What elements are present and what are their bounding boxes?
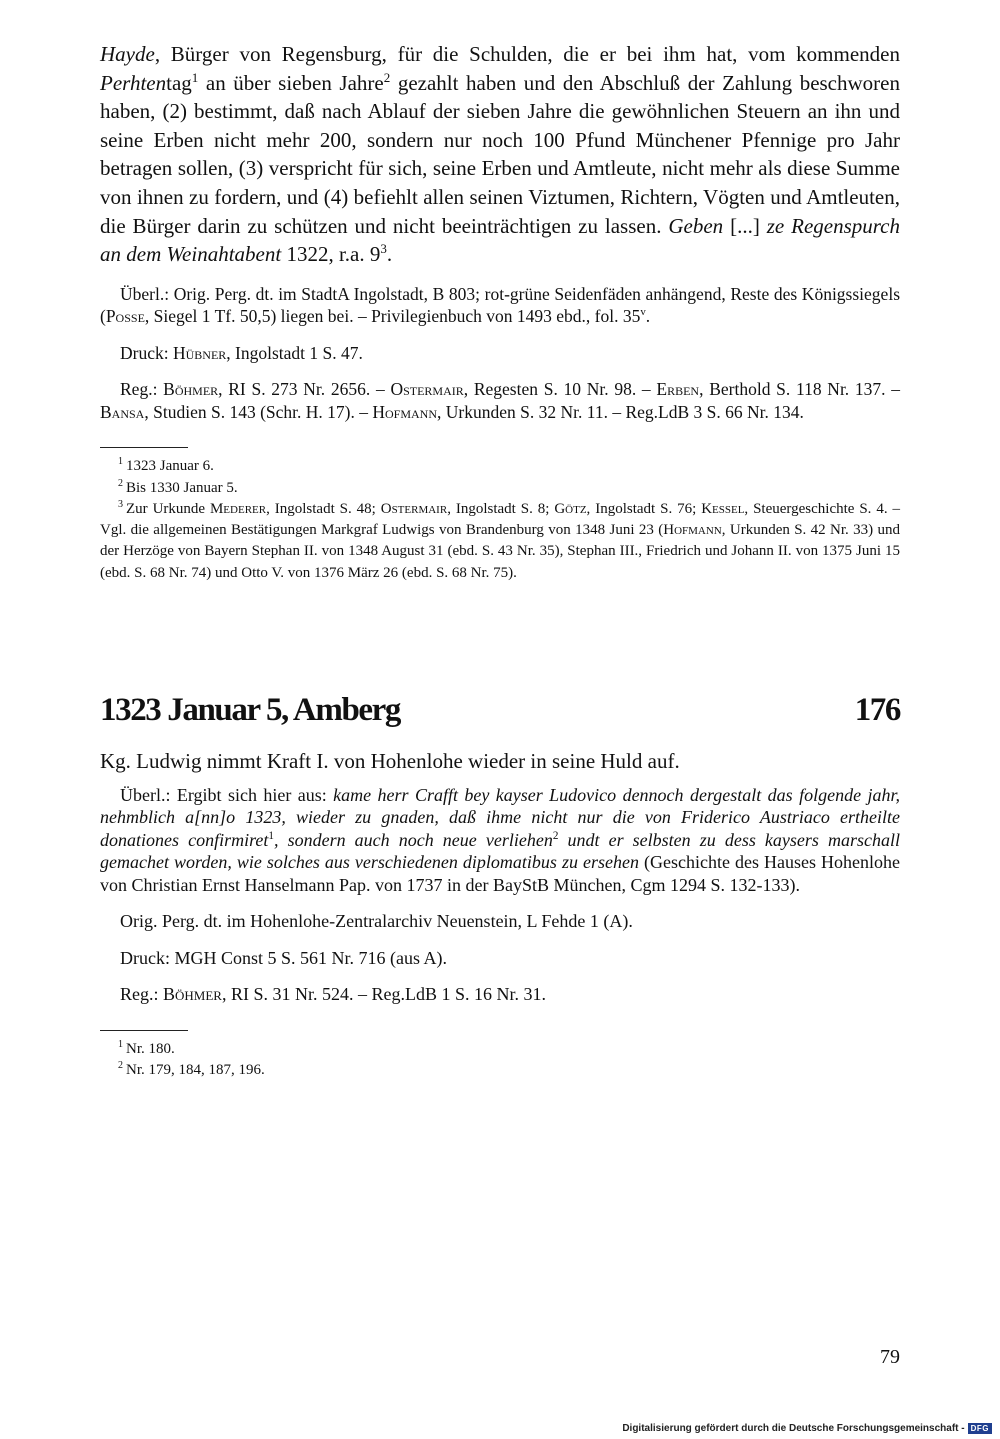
ueberlieferung-note xyxy=(100,283,900,328)
regesten-note xyxy=(100,378,900,423)
footnote-ref[interactable]: 3 xyxy=(380,241,387,257)
note-text: , Berthold S. 118 Nr. 137. – xyxy=(699,379,900,400)
entry-heading xyxy=(100,692,900,729)
footnote-text: Nr. 179, 184, 187, 196. xyxy=(126,1061,265,1078)
note-text: , RI S. 273 Nr. 2656. – xyxy=(218,379,391,400)
regesten-note-2 xyxy=(100,983,900,1006)
note-text: Reg.: xyxy=(120,379,164,400)
author-name: Götz xyxy=(554,500,587,517)
druck-note xyxy=(100,342,900,365)
continuation-text: an über sieben Jahre xyxy=(198,70,384,95)
note-text: . xyxy=(645,306,651,327)
note-text: Überl.: Orig. Perg. dt. im StadtA Ingolstadt, B 803; rot-grüne Seidenfäden anhängend, Reste des Königssiegels ( xyxy=(100,283,900,327)
footnote-item xyxy=(100,478,900,499)
author-name: Hübner xyxy=(172,342,227,363)
author-name: Mederer xyxy=(209,500,267,517)
footnote-number: 2 xyxy=(118,477,123,489)
continuation-text: gezahlt haben und den Abschluß der Zahlung beschworen haben, (2) bestimmt, daß nach Ablauf der sieben Jahre die gewöhnlichen Steuern an ihn und seine Erben nicht mehr 200, sondern nur noch 100 Pfund Münchener Pfennige pro Jahr betragen sollen, (3) verspricht für sich, seine Erben und Amtleute, nicht mehr als diese Summe von ihnen zu fordern, und (4) befiehlt allen seinen Viztumen, Richtern, Vögten und Amtleuten, die Bürger darin zu schützen und nicht beeinträchtigen zu lassen. xyxy=(100,70,900,238)
footnote-number: 1 xyxy=(118,456,123,468)
dfg-credit xyxy=(622,1423,992,1434)
continuation-paragraph xyxy=(100,40,900,269)
document-page xyxy=(100,40,900,1081)
footnote-number: 3 xyxy=(118,498,123,510)
entry-number: 176 xyxy=(854,692,900,729)
footnote-item xyxy=(100,456,900,477)
note-text: Überl.: Ergibt sich hier aus: xyxy=(120,784,334,805)
continuation-text: 1322, r.a. 9 xyxy=(281,242,381,267)
orig-note: Orig. Perg. dt. im Hohenlohe-Zentralarchiv Neuenstein, L Fehde 1 (A). xyxy=(120,911,633,932)
footnote-text: Bis 1330 Januar 5. xyxy=(126,479,238,496)
ueberlieferung-note-2 xyxy=(100,784,900,897)
note-text: (Geschichte des Hauses Hohenlohe von Christian Ernst Hanselmann Pap. von 1737 in der BayStB München, Cgm 1294 S. 132-133). xyxy=(100,852,901,895)
footnote-text: , Ingolstadt S. 8; xyxy=(447,500,555,517)
note-text: , Ingolstadt 1 S. 47. xyxy=(226,342,363,363)
druck-note-2: Druck: MGH Const 5 S. 561 Nr. 716 (aus A). xyxy=(120,947,447,968)
footnote-ref[interactable]: 2 xyxy=(552,829,559,842)
credit-text: Digitalisierung gefördert durch die Deutsche Forschungsgemeinschaft - xyxy=(622,1423,965,1434)
author-name: Hofmann xyxy=(372,401,438,422)
note-text: , Regesten S. 10 Nr. 98. – xyxy=(463,379,657,400)
author-name: Hofmann xyxy=(663,522,722,539)
footnote-text: , Ingolstadt S. 48; xyxy=(266,500,381,517)
note-text: , RI S. 31 Nr. 524. – Reg.LdB 1 S. 16 Nr. 31. xyxy=(221,984,546,1005)
continuation-text: [...] xyxy=(723,213,767,238)
footnote-item xyxy=(100,499,900,584)
author-name: Kessel xyxy=(701,500,745,517)
author-name: Posse xyxy=(105,306,145,327)
author-name: Bansa xyxy=(100,401,145,422)
footnote-text: , Ingolstadt S. 76; xyxy=(586,500,702,517)
continuation-text: , Bürger von Regensburg, für die Schulden, die er bei ihm hat, vom kommenden xyxy=(154,42,900,66)
author-name: Ostermair xyxy=(380,500,448,517)
continuation-text: tag xyxy=(166,70,192,95)
continuation-text: . xyxy=(386,242,393,267)
note-text: Reg.: xyxy=(120,984,163,1005)
footnote-ref[interactable]: 2 xyxy=(383,69,391,85)
author-name: Böhmer xyxy=(163,379,219,400)
footnote-text: Nr. 180. xyxy=(126,1040,175,1057)
author-name: Ostermair xyxy=(390,379,464,400)
quoted-source-text: kame herr Crafft bey kayser Ludovico dennoch dergestalt das folgende jahr, nehmblich a[nn]o 1323, wieder zu gnaden, daß ihme nicht nur die von Friderico Austriaco ertheilte donationes confirmiret xyxy=(100,784,901,850)
note-text: , Urkunden S. 32 Nr. 11. – Reg.LdB 3 S. 66 Nr. 134. xyxy=(437,401,804,422)
footnote-number: 2 xyxy=(118,1059,123,1071)
footnote-item xyxy=(100,1039,900,1060)
footnote-text: , Steuergeschichte S. 4. – Vgl. die allgemeinen Bestätigungen Markgraf Ludwigs von Brandenburg von 1348 Juni 23 ( xyxy=(100,500,900,539)
footnote-number: 1 xyxy=(118,1038,123,1050)
entry-date-place: 1323 Januar 5, Amberg xyxy=(100,692,401,729)
footnote-text: 1323 Januar 6. xyxy=(126,458,214,475)
continuation-italic: Geben xyxy=(668,213,724,238)
continuation-italic: Hayde xyxy=(100,42,155,66)
footnote-text: , Urkunden S. 42 Nr. 33) und der Herzöge von Bayern Stephan II. von 1348 August 31 (ebd. S. 43 Nr. 35), Stephan III., Friedrich und Johann II. von 1375 Juni 15 (ebd. S. 68 Nr. 74) und Otto V. von 1376 März 26 (ebd. S. 68 Nr. 75). xyxy=(100,522,900,581)
footnote-ref[interactable]: 1 xyxy=(268,829,274,842)
regest-text: Kg. Ludwig nimmt Kraft I. von Hohenlohe wieder in seine Huld auf. xyxy=(100,749,680,774)
continuation-italic: Perhten xyxy=(100,70,167,95)
verso-mark: v xyxy=(640,306,646,319)
footnote-text: Zur Urkunde xyxy=(126,500,210,517)
author-name: Böhmer xyxy=(163,984,222,1005)
note-text: , Studien S. 143 (Schr. H. 17). – xyxy=(144,401,373,422)
quoted-source-text: undt er selbsten zu dess kaysers marschall gemachet worden, wie solches aus verschiedenen diplomatibus zu ersehen xyxy=(100,829,900,873)
note-text: , Siegel 1 Tf. 50,5) liegen bei. – Privilegienbuch von 1493 ebd., fol. 35 xyxy=(144,306,641,327)
footnotes-section-2 xyxy=(100,1039,900,1082)
footnotes-section-1 xyxy=(100,456,900,584)
continuation-italic: ze Regenspurch an dem Weinahtabent xyxy=(100,213,900,267)
page-number: 79 xyxy=(880,1346,900,1368)
footnote-ref[interactable]: 1 xyxy=(191,69,199,85)
author-name: Erben xyxy=(656,379,700,400)
dfg-logo-icon: DFG xyxy=(968,1423,992,1434)
footnote-item xyxy=(100,1060,900,1081)
note-text: Druck: xyxy=(120,342,173,363)
quoted-source-text: , sondern auch noch neue verliehen xyxy=(273,829,553,850)
